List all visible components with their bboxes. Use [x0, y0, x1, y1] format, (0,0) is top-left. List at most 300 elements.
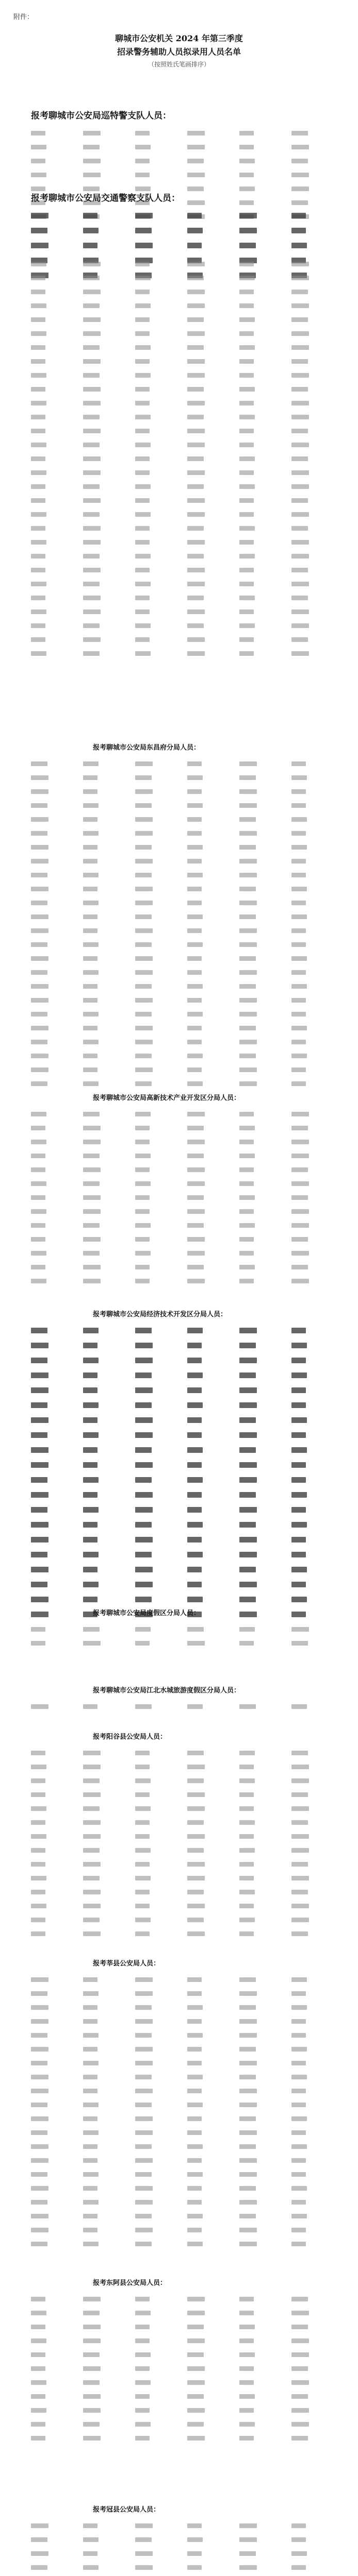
name-entry-text: [291, 303, 309, 308]
name-entry: [135, 227, 184, 234]
name-entry-text: [239, 651, 254, 656]
name-entry-text: [187, 303, 205, 308]
name-entry: [83, 1888, 132, 1896]
section-heading: 报考聊城市公安局巡特警支队人员：: [31, 111, 171, 121]
name-entry-text: [31, 317, 45, 322]
name-entry: [83, 1222, 132, 1229]
name-entry-text: [31, 2242, 47, 2246]
name-entry: [291, 1461, 340, 1469]
name-entry: [187, 566, 236, 574]
name-entry-text: [135, 817, 153, 822]
name-entry: [83, 2365, 132, 2372]
name-entry: [83, 2129, 132, 2137]
name-entry: [31, 2564, 80, 2571]
name-entry-text: [31, 331, 46, 336]
name-entry-text: [83, 1432, 99, 1438]
name-entry: [187, 1110, 236, 1118]
name-entry-text: [83, 1477, 99, 1483]
name-entry-text: [291, 2380, 309, 2385]
name-entry-text: [187, 2394, 204, 2399]
name-entry: [291, 2564, 340, 2571]
name-entry: [291, 1888, 340, 1896]
name-entry-text: [239, 2075, 256, 2079]
name-entry: [187, 1010, 236, 1018]
name-entry: [135, 2073, 184, 2081]
name-entry: [83, 1461, 132, 1469]
name-entry-text: [239, 789, 257, 794]
name-entry-text: [187, 1552, 203, 1557]
name-entry-text: [83, 2242, 99, 2246]
name-entry-text: [135, 540, 150, 545]
name-entry-text: [187, 761, 202, 766]
name-entry-text: [31, 1977, 48, 1982]
name-entry-text: [83, 2116, 97, 2121]
name-entry-text: [187, 1140, 205, 1144]
name-entry-text: [135, 2338, 150, 2343]
name-entry: [291, 2004, 340, 2011]
name-entry: [239, 1277, 288, 1285]
name-entry-text: [135, 387, 150, 392]
name-entry: [83, 1763, 132, 1771]
section-heading: 报考聊城市公安局经济技术开发区分局人员：: [93, 1311, 227, 1318]
name-entry: [291, 2171, 340, 2178]
name-entry-text: [291, 1931, 308, 1936]
name-entry-text: [291, 1567, 307, 1572]
name-entry-text: [83, 2214, 97, 2218]
name-entry-text: [239, 228, 257, 233]
name-entry-text: [135, 1477, 152, 1483]
name-entry-text: [135, 359, 150, 364]
name-entry-text: [31, 2158, 48, 2163]
name-entry: [83, 1491, 132, 1499]
name-entry: [239, 760, 288, 768]
name-entry: [135, 1930, 184, 1938]
name-entry: [187, 2536, 236, 2544]
name-entry: [83, 1902, 132, 1910]
name-entry-text: [83, 540, 101, 545]
name-entry: [187, 1152, 236, 1160]
name-entry: [31, 371, 80, 379]
roster-section: [31, 1309, 340, 1618]
name-entry: [135, 566, 184, 574]
name-entry: [239, 469, 288, 477]
name-entry: [239, 2393, 288, 2400]
name-entry: [135, 969, 184, 976]
name-entry-text: [31, 1876, 46, 1880]
name-entry: [239, 2351, 288, 2359]
name-entry-text: [135, 1704, 152, 1709]
name-entry: [291, 829, 340, 837]
name-entry-text: [239, 859, 257, 863]
name-entry: [291, 969, 340, 976]
name-entry: [291, 302, 340, 310]
name-entry-text: [187, 970, 202, 975]
name-entry: [291, 1110, 340, 1118]
name-entry-text: [83, 1751, 101, 1755]
name-entry-text: [239, 276, 255, 280]
name-entry: [31, 260, 80, 268]
name-entry: [187, 2365, 236, 2372]
name-entry-text: [291, 1522, 307, 1528]
name-entry: [83, 996, 132, 1004]
name-entry-text: [135, 243, 153, 248]
name-entry: [31, 899, 80, 907]
name-entry-text: [31, 1432, 47, 1438]
name-entry: [291, 1639, 340, 1647]
name-entry: [187, 1263, 236, 1271]
name-entry-text: [239, 873, 257, 877]
name-grid: [31, 1110, 340, 1285]
name-entry: [187, 524, 236, 532]
name-entry: [31, 1805, 80, 1812]
name-entry: [83, 1749, 132, 1757]
name-entry: [291, 2522, 340, 2530]
name-entry-text: [239, 498, 254, 503]
name-entry-text: [187, 1265, 204, 1269]
name-entry: [31, 212, 80, 219]
name-entry-text: [31, 1704, 48, 1709]
name-entry-text: [239, 970, 257, 975]
name-entry: [135, 441, 184, 449]
name-entry: [83, 1521, 132, 1529]
name-entry-text: [187, 1704, 203, 1709]
name-entry-text: [187, 2551, 202, 2556]
name-entry: [83, 2420, 132, 2428]
name-entry-text: [135, 1492, 153, 1498]
name-entry: [239, 227, 288, 234]
name-entry-text: [135, 1931, 150, 1936]
name-entry-text: [187, 1582, 202, 1587]
name-entry-text: [187, 1765, 205, 1769]
name-entry-text: [291, 1778, 309, 1783]
name-entry: [239, 242, 288, 249]
name-entry: [239, 816, 288, 823]
name-entry: [291, 399, 340, 407]
name-entry: [291, 497, 340, 504]
name-entry: [239, 2198, 288, 2206]
name-entry-text: [291, 623, 309, 628]
name-entry: [31, 2059, 80, 2067]
name-entry-text: [291, 2144, 307, 2149]
name-entry-text: [31, 2172, 47, 2177]
name-entry: [135, 1208, 184, 1215]
section-heading: 报考莘县公安局人员：: [93, 1960, 160, 1968]
name-entry: [83, 2240, 132, 2248]
name-entry: [239, 260, 288, 268]
name-entry: [291, 2393, 340, 2400]
name-entry-text: [291, 1820, 308, 1825]
name-entry: [31, 385, 80, 393]
name-entry-text: [135, 1195, 150, 1200]
name-entry: [83, 2115, 132, 2123]
name-entry: [187, 274, 236, 282]
name-entry-text: [31, 2352, 45, 2357]
name-entry: [291, 636, 340, 643]
name-entry-text: [291, 540, 309, 545]
name-entry-text: [31, 2116, 48, 2121]
name-entry: [31, 1080, 80, 1088]
name-entry: [291, 760, 340, 768]
name-entry: [135, 2522, 184, 2530]
name-entry: [31, 2115, 80, 2123]
name-entry-text: [291, 1181, 309, 1186]
name-entry-text: [31, 2366, 45, 2371]
name-entry-text: [31, 2075, 48, 2079]
name-entry-text: [239, 2352, 255, 2357]
name-entry-text: [239, 387, 255, 392]
name-entry-text: [31, 831, 47, 836]
name-entry-text: [291, 1167, 308, 1172]
name-entry: [83, 129, 132, 137]
name-entry: [291, 427, 340, 435]
name-entry: [135, 1010, 184, 1018]
name-entry: [291, 774, 340, 782]
name-entry: [135, 1476, 184, 1484]
name-entry: [239, 1431, 288, 1439]
name-entry: [187, 2143, 236, 2150]
name-entry: [83, 1124, 132, 1132]
name-entry-text: [291, 761, 306, 766]
name-entry-text: [135, 1067, 153, 1072]
name-entry: [31, 1263, 80, 1271]
name-entry: [135, 1124, 184, 1132]
name-entry: [31, 242, 80, 249]
name-entry: [239, 2536, 288, 2544]
name-entry-text: [239, 373, 254, 378]
name-entry: [291, 1416, 340, 1424]
name-entry-text: [135, 914, 152, 919]
name-entry-text: [31, 761, 47, 766]
name-entry: [239, 316, 288, 324]
name-entry-text: [135, 1265, 150, 1269]
name-entry: [291, 1860, 340, 1868]
name-entry-text: [83, 1209, 101, 1214]
name-entry-text: [239, 2186, 256, 2191]
name-entry-text: [83, 373, 100, 378]
name-entry: [31, 358, 80, 365]
name-entry-text: [135, 1223, 151, 1228]
name-entry: [291, 157, 340, 165]
name-entry: [187, 2550, 236, 2557]
name-entry-text: [135, 956, 153, 961]
name-entry: [83, 1342, 132, 1349]
name-entry: [135, 552, 184, 560]
name-entry: [31, 497, 80, 504]
name-entry-text: [31, 2130, 47, 2135]
name-entry: [187, 143, 236, 151]
name-entry-text: [187, 470, 205, 475]
name-entry: [187, 483, 236, 490]
name-entry-text: [135, 1806, 151, 1811]
name-entry: [83, 1990, 132, 1997]
title-line-2: 招录警务辅助人员拟录用人员名单: [117, 47, 241, 57]
name-entry: [135, 622, 184, 630]
name-entry-text: [135, 1462, 153, 1468]
name-entry: [31, 1596, 80, 1603]
name-entry: [187, 969, 236, 976]
name-entry: [83, 1536, 132, 1544]
name-entry: [31, 1194, 80, 1201]
name-entry-text: [31, 901, 47, 905]
name-entry: [135, 885, 184, 893]
name-entry: [31, 2337, 80, 2345]
name-entry: [187, 1791, 236, 1799]
name-entry: [31, 608, 80, 616]
name-entry-text: [83, 1328, 99, 1333]
name-entry: [135, 1416, 184, 1424]
name-entry: [239, 1038, 288, 1046]
name-entry: [187, 774, 236, 782]
name-entry: [135, 455, 184, 463]
name-entry: [187, 1596, 236, 1603]
name-entry: [187, 2101, 236, 2109]
name-entry-text: [135, 2214, 152, 2218]
name-entry: [187, 1342, 236, 1349]
name-entry-text: [239, 1237, 254, 1242]
name-entry-text: [239, 1387, 257, 1393]
name-entry: [135, 843, 184, 851]
name-entry-text: [31, 1167, 45, 1172]
name-entry: [31, 1521, 80, 1529]
name-entry: [239, 899, 288, 907]
name-entry: [135, 2351, 184, 2359]
name-entry-text: [31, 1904, 46, 1908]
name-entry-text: [239, 1991, 257, 1996]
name-entry: [31, 1235, 80, 1243]
name-entry: [239, 1263, 288, 1271]
name-entry-text: [83, 456, 101, 461]
name-entry: [239, 1371, 288, 1379]
name-entry-text: [135, 2130, 153, 2135]
name-entry-text: [135, 512, 151, 517]
name-entry-text: [83, 2311, 100, 2315]
name-entry: [187, 2323, 236, 2331]
name-entry: [239, 1596, 288, 1603]
name-entry-text: [239, 262, 254, 266]
name-entry-text: [291, 1507, 306, 1513]
name-entry: [31, 1763, 80, 1771]
name-entry-text: [291, 637, 308, 642]
name-entry-text: [83, 1765, 101, 1769]
name-entry: [187, 1551, 236, 1558]
name-entry: [83, 2045, 132, 2053]
name-entry: [239, 2045, 288, 2053]
name-entry-text: [187, 1627, 204, 1632]
name-entry-text: [187, 317, 204, 322]
name-entry-text: [31, 1765, 46, 1769]
name-entry-text: [83, 387, 101, 392]
name-entry-text: [239, 145, 254, 149]
name-entry-text: [83, 484, 100, 489]
name-entry: [291, 1222, 340, 1229]
name-entry: [83, 1152, 132, 1160]
name-entry: [31, 1152, 80, 1160]
name-entry-text: [31, 887, 48, 891]
name-entry-text: [83, 498, 101, 503]
section-heading: 报考冠县公安局人员：: [93, 2506, 160, 2514]
name-entry: [291, 2536, 340, 2544]
name-entry: [187, 1521, 236, 1529]
name-entry-text: [187, 1820, 204, 1825]
name-entry-text: [291, 970, 306, 975]
name-entry: [239, 636, 288, 643]
name-entry: [239, 580, 288, 588]
name-entry-text: [31, 2422, 45, 2427]
name-entry-text: [291, 331, 309, 336]
name-entry-text: [83, 1627, 100, 1632]
name-entry: [83, 358, 132, 365]
name-entry-text: [291, 1890, 308, 1894]
name-entry: [31, 594, 80, 602]
name-entry: [187, 469, 236, 477]
name-entry-text: [291, 2523, 306, 2528]
name-entry: [83, 2073, 132, 2081]
name-entry: [31, 1208, 80, 1215]
name-entry: [83, 955, 132, 962]
name-entry-text: [135, 2158, 153, 2163]
name-entry-text: [135, 859, 153, 863]
name-entry-text: [187, 1918, 204, 1922]
name-entry: [239, 413, 288, 421]
name-entry-text: [83, 1402, 99, 1408]
name-entry: [135, 1703, 184, 1710]
name-entry-text: [239, 1778, 255, 1783]
name-entry-text: [239, 2380, 254, 2385]
name-entry: [135, 2323, 184, 2331]
name-entry-text: [31, 470, 46, 475]
name-entry: [83, 143, 132, 151]
name-entry-text: [291, 1026, 307, 1030]
name-entry-text: [239, 2116, 256, 2121]
name-entry-text: [135, 2047, 153, 2052]
name-entry: [239, 1416, 288, 1424]
name-entry-text: [83, 1492, 97, 1498]
name-entry-text: [83, 1597, 97, 1602]
name-entry: [31, 483, 80, 490]
name-entry-text: [239, 2565, 257, 2570]
roster-section: [31, 1092, 340, 1285]
name-entry-text: [83, 651, 100, 656]
name-entry-text: [135, 1026, 153, 1030]
name-entry: [83, 1208, 132, 1215]
name-entry: [31, 2087, 80, 2095]
name-entry: [31, 143, 80, 151]
name-entry: [187, 1639, 236, 1647]
name-entry-text: [83, 1704, 97, 1709]
name-entry-text: [239, 1492, 256, 1498]
name-entry-text: [83, 2436, 101, 2441]
name-entry: [83, 2550, 132, 2557]
name-entry: [187, 1506, 236, 1514]
name-entry-text: [135, 2089, 153, 2093]
name-entry-text: [291, 1447, 307, 1453]
name-entry: [31, 1874, 80, 1882]
name-entry: [187, 1194, 236, 1201]
name-entry-text: [291, 512, 309, 517]
name-entry-text: [83, 568, 101, 572]
name-entry-text: [135, 1372, 152, 1378]
name-entry: [187, 2420, 236, 2428]
section-heading: 报考聊城市公安局高新技术产业开发区分局人员：: [93, 1094, 241, 1102]
name-entry: [83, 843, 132, 851]
name-entry-text: [239, 1447, 256, 1453]
name-entry-text: [31, 2061, 47, 2065]
name-entry: [291, 1052, 340, 1060]
name-entry-text: [239, 609, 254, 614]
name-entry: [83, 2157, 132, 2164]
name-entry-text: [187, 2103, 203, 2107]
name-entry-text: [291, 2089, 306, 2093]
